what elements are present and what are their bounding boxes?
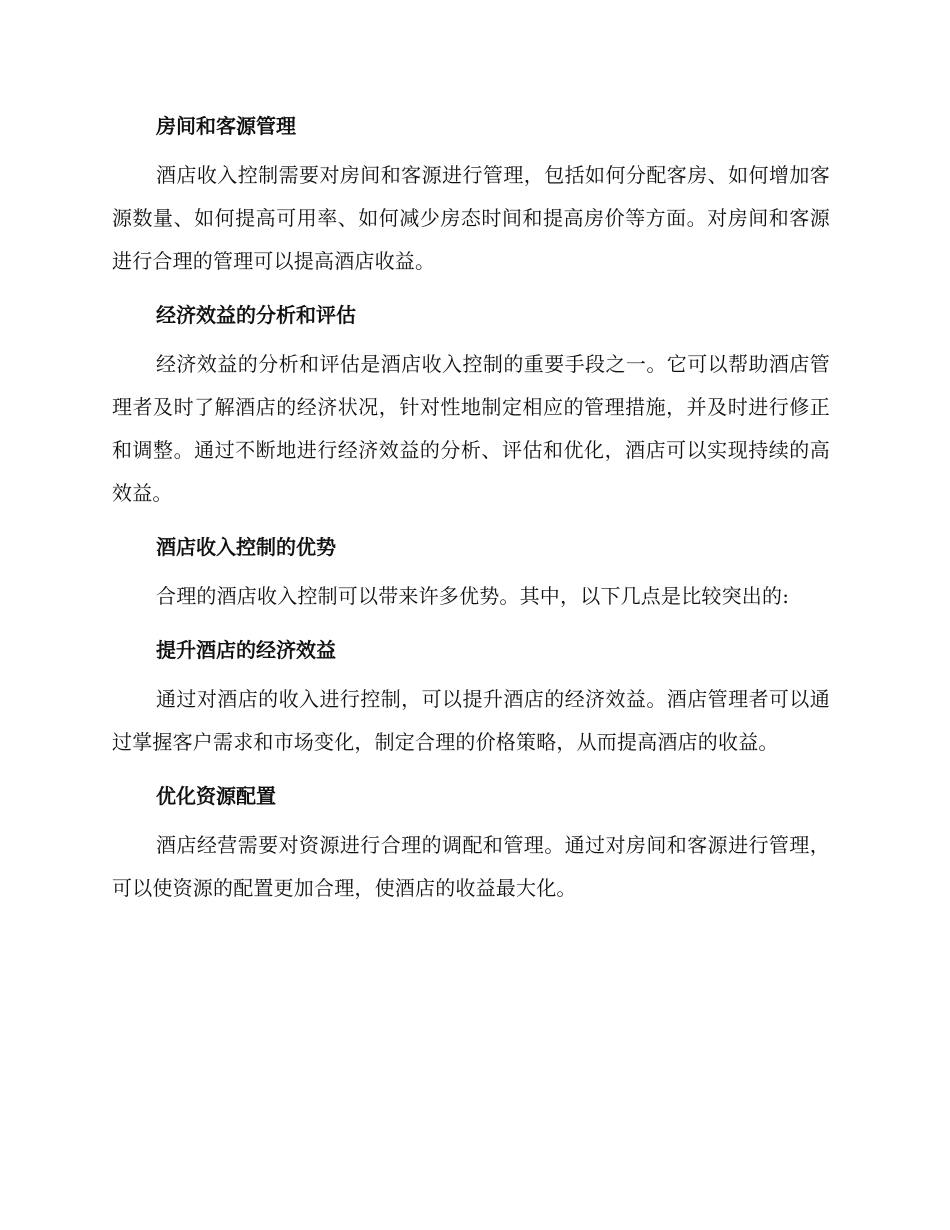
- section-heading: 提升酒店的经济效益: [156, 638, 336, 662]
- section-optimize-resources: [112, 774, 830, 910]
- document-page: [112, 104, 830, 920]
- section-paragraph: 酒店收入控制需要对房间和客源进行管理，包括如何分配客房、如何增加客源数量、如何提高可用率、如何减少房态时间和提高房价等方面。对房间和客源进行合理的管理可以提高酒店收益。: [112, 163, 830, 273]
- section-economic-analysis: [112, 293, 830, 515]
- section-improve-economic-benefit: [112, 628, 830, 764]
- section-heading: 房间和客源管理: [156, 114, 296, 138]
- section-heading: 经济效益的分析和评估: [156, 303, 356, 327]
- section-heading: 酒店收入控制的优势: [156, 535, 336, 559]
- section-paragraph: 合理的酒店收入控制可以带来许多优势。其中，以下几点是比较突出的:: [156, 584, 790, 608]
- section-paragraph: 通过对酒店的收入进行控制，可以提升酒店的经济效益。酒店管理者可以通过掌握客户需求和市场变化，制定合理的价格策略，从而提高酒店的收益。: [112, 687, 830, 754]
- section-room-guest-management: [112, 104, 830, 283]
- section-paragraph: 经济效益的分析和评估是酒店收入控制的重要手段之一。它可以帮助酒店管理者及时了解酒店的经济状况，针对性地制定相应的管理措施，并及时进行修正和调整。通过不断地进行经济效益的分析、评估和优化，酒店可以实现持续的高效益。: [112, 352, 830, 505]
- section-heading: 优化资源配置: [156, 784, 276, 808]
- section-paragraph: 酒店经营需要对资源进行合理的调配和管理。通过对房间和客源进行管理，可以使资源的配置更加合理，使酒店的收益最大化。: [112, 833, 830, 900]
- section-revenue-control-advantages: [112, 525, 830, 618]
